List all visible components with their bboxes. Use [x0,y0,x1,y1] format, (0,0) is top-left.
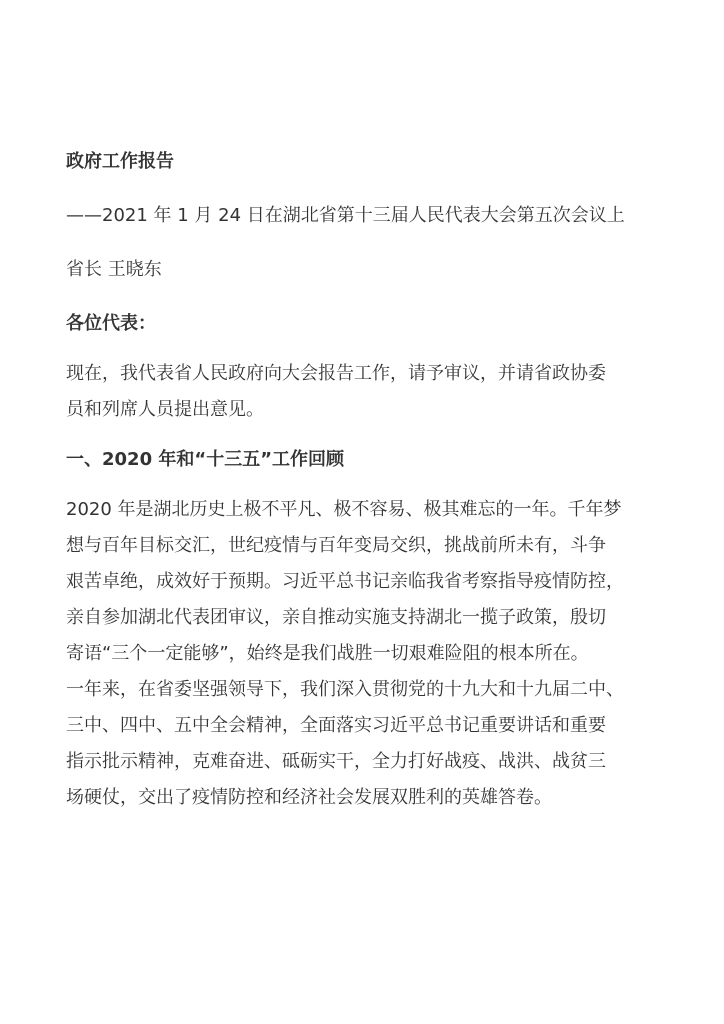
document-subtitle: ——2021 年 1 月 24 日在湖北省第十三届人民代表大会第五次会议上 [66,205,625,226]
paragraph-line: 一年来，在省委坚强领导下，我们深入贯彻党的十九大和十九届二中、 [66,679,624,700]
paragraph-line: 场硬仗，交出了疫情防控和经济社会发展双胜利的英雄答卷。 [66,787,552,808]
paragraph-line: 指示批示精神，克难奋进、砥砺实干，全力打好战疫、战洪、战贫三 [66,751,606,772]
paragraph-line: 想与百年目标交汇，世纪疫情与百年变局交织，挑战前所未有，斗争 [66,535,606,556]
document-author: 省长 王晓东 [66,259,162,280]
paragraph-line: 寄语“三个一定能够”，始终是我们战胜一切艰难险阻的根本所在。 [66,643,589,664]
salutation: 各位代表： [66,313,156,334]
document-title: 政府工作报告 [66,151,174,172]
document-page [66,148,666,816]
paragraph-line: 2020 年是湖北历史上极不平凡、极不容易、极其难忘的一年。千年梦 [66,499,622,520]
section-body-paragraph [66,492,666,816]
paragraph-line: 三中、四中、五中全会精神，全面落实习近平总书记重要讲话和重要 [66,715,606,736]
paragraph-line: 艰苦卓绝，成效好于预期。习近平总书记亲临我省考察指导疫情防控， [66,571,624,592]
paragraph-line: 现在，我代表省人民政府向大会报告工作，请予审议，并请省政协委 [66,363,606,384]
section-title: 一、2020 年和“十三五”工作回顾 [66,449,345,470]
intro-paragraph [66,356,666,428]
paragraph-line: 员和列席人员提出意见。 [66,399,264,420]
paragraph-line: 亲自参加湖北代表团审议，亲自推动实施支持湖北一揽子政策，殷切 [66,607,606,628]
